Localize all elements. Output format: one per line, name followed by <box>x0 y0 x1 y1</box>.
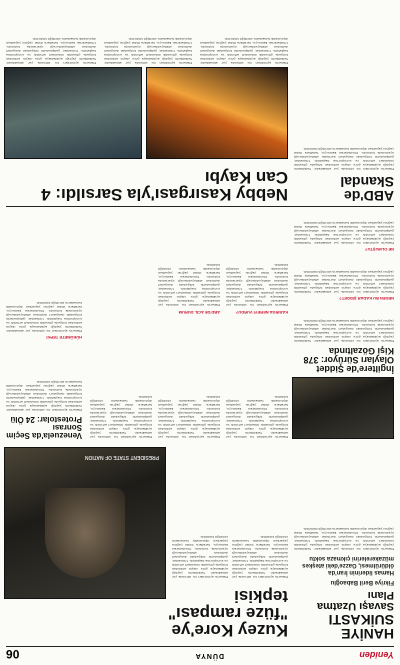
korea-photo <box>4 447 166 599</box>
bottom-column-1: Haberin ayrıntıları bu sütunda yer almaktadır. Yetkililerin yaptığı açıklamaya göre olayın ardından bölgede güvenlik önlemleri artırıldı ve soruşturma başlatıldı. Uzmanlar, gelişmelerin bölgedeki dengeleri derinden etkileyebileceği uyarısında bulundu. Uluslararası kamuoyu, taraflara itidal çağrısı yaparken diplomatik temasların sürdüğü bildirildi. <box>200 37 288 65</box>
lead-subheadline: Savaşı Uzatma Planı <box>316 589 394 612</box>
masthead <box>6 646 394 661</box>
usa-body: Haberin ayrıntıları bu sütunda yer almaktadır. Yetkililerin yaptığı açıklamaya göre olayın ardından bölgede güvenlik önlemleri artırıldı ve soruşturma başlatıldı. Uzmanlar, gelişmelerin bölgedeki dengeleri derinden etkileyebileceği uyarısında bulundu. Uluslararası kamuoyu, taraflara itidal çağrısı yaparken diplomatik temasların sürdüğü bildirildi. <box>294 147 394 171</box>
mid-column-1b: Haberin ayrıntıları bu sütunda yer almaktadır. Yetkililerin yaptığı açıklamaya göre olayın ardından bölgede güvenlik önlemleri artırıldı ve soruşturma başlatıldı. Uzmanlar, gelişmelerin bölgedeki dengeleri derinden etkileyebileceği uyarısında bulundu. Uluslararası kamuoyu, taraflara itidal çağrısı yaparken diplomatik temasların sürdüğü bildirildi. <box>226 263 288 307</box>
divider <box>6 206 394 207</box>
bottom-photo-fire <box>146 67 288 159</box>
england-body-2: Haberin ayrıntıları bu sütunda yer almaktadır. Yetkililerin yaptığı açıklamaya göre olayın ardından bölgede güvenlik önlemleri artırıldı ve soruşturma başlatıldı. Uzmanlar, gelişmelerin bölgedeki dengeleri derinden etkileyebileceği uyarısında bulundu. Uluslararası kamuoyu, taraflara itidal çağrısı yaparken diplomatik temasların sürdüğü bildirildi. <box>294 270 394 294</box>
england-photo <box>292 377 394 439</box>
lead-story <box>294 443 394 643</box>
korea-story <box>6 443 288 643</box>
bottom-photo-right <box>4 67 142 159</box>
korea-photo-caption: PRESIDENT STATE OF NATION <box>84 453 159 460</box>
korea-headline: Kuzey Kore'ye "füze rampası" tepkisi <box>167 587 288 640</box>
korea-body: Haberin ayrıntıları bu sütunda yer almaktadır. Yetkililerin yaptığı açıklamaya göre olayın ardından bölgede güvenlik önlemleri artırıldı ve soruşturma başlatıldı. Uzmanlar, gelişmelerin bölgedeki dengeleri derinden etkileyebileceği uyarısında bulundu. Uluslararası kamuoyu, taraflara itidal çağrısı yaparken diplomatik temasların sürdüğü bildirildi. <box>232 535 288 579</box>
nebby-subhead-1: KASIRGA NEREYİ VURDU? <box>235 310 288 315</box>
lead-headline: HANİYE SUİKASTI <box>328 612 394 642</box>
venezuela-headline: Venezuela'da Seçim Sonrası Protestolar: 24 Ölü <box>6 415 82 440</box>
lead-deck: Hamas liderinin İran'da öldürülmesi, Gazze'deki ateşkes müzakerelerini çıkmaza soktu <box>302 555 394 576</box>
bottom-column-3: Haberin ayrıntıları bu sütunda yer almaktadır. Yetkililerin yaptığı açıklamaya göre olayın ardından bölgede güvenlik önlemleri artırıldı ve soruşturma başlatıldı. Uzmanlar, gelişmelerin bölgedeki dengeleri derinden etkileyebileceği uyarısında bulundu. Uluslararası kamuoyu, taraflara itidal çağrısı yaparken diplomatik temasların sürdüğü bildirildi. <box>6 37 96 65</box>
england-body: Haberin ayrıntıları bu sütunda yer almaktadır. Yetkililerin yaptığı açıklamaya göre olayın ardından bölgede güvenlik önlemleri artırıldı ve soruşturma başlatıldı. Uzmanlar, gelişmelerin bölgedeki dengeleri derinden etkileyebileceği uyarısında bulundu. Uluslararası kamuoyu, taraflara itidal çağrısı yaparken diplomatik temasların sürdüğü bildirildi. <box>294 319 394 343</box>
venezuela-body: Haberin ayrıntıları bu sütunda yer almaktadır. Yetkililerin yaptığı açıklamaya göre olayın ardından bölgede güvenlik önlemleri artırıldı ve soruşturma başlatıldı. Uzmanlar, gelişmelerin bölgedeki dengeleri derinden etkileyebileceği uyarısında bulundu. Uluslararası kamuoyu, taraflara itidal çağrısı yaparken diplomatik temasların sürdüğü bildirildi. <box>6 380 82 412</box>
korea-body-2: Haberin ayrıntıları bu sütunda yer almaktadır. Yetkililerin yaptığı açıklamaya göre olayın ardından bölgede güvenlik önlemleri artırıldı ve soruşturma başlatıldı. Uzmanlar, gelişmelerin bölgedeki dengeleri derinden etkileyebileceği uyarısında bulundu. Uluslararası kamuoyu, taraflara itidal çağrısı yaparken diplomatik temasların sürdüğü bildirildi. <box>172 535 228 579</box>
middle-section <box>88 209 288 439</box>
section-title: DÜNYA <box>194 652 224 659</box>
england-subhead-2: NE OLMUŞTU? <box>365 247 394 252</box>
england-story <box>294 209 394 439</box>
bottom-text <box>6 5 288 65</box>
nebby-subhead-2: ABD'DE ACİL DURUM <box>178 310 220 315</box>
venezuela-body-2: Haberin ayrıntıları bu sütunda yer almaktadır. Yetkililerin yaptığı açıklamaya göre olayın ardından bölgede güvenlik önlemleri artırıldı ve soruşturma başlatıldı. Uzmanlar, gelişmelerin bölgedeki dengeleri derinden etkileyebileceği uyarısında bulundu. Uluslararası kamuoyu, taraflara itidal çağrısı yaparken diplomatik temasların sürdüğü bildirildi. <box>6 301 82 333</box>
lead-kicker: Fikriye Beril Babaoğlu <box>330 579 394 585</box>
mid-column-1: Haberin ayrıntıları bu sütunda yer almaktadır. Yetkililerin yaptığı açıklamaya göre olayın ardından bölgede güvenlik önlemleri artırıldı ve soruşturma başlatıldı. Uzmanlar, gelişmelerin bölgedeki dengeleri derinden etkileyebileceği uyarısında bulundu. Uluslararası kamuoyu, taraflara itidal çağrısı yaparken diplomatik temasların sürdüğü bildirildi. <box>226 395 288 439</box>
england-body-3: Haberin ayrıntıları bu sütunda yer almaktadır. Yetkililerin yaptığı açıklamaya göre olayın ardından bölgede güvenlik önlemleri artırıldı ve soruşturma başlatıldı. Uzmanlar, gelişmelerin bölgedeki dengeleri derinden etkileyebileceği uyarısında bulundu. Uluslararası kamuoyu, taraflara itidal çağrısı yaparken diplomatik temasların sürdüğü bildirildi. <box>294 221 394 245</box>
page-number: 06 <box>6 647 20 661</box>
newspaper-logo: Yeniden <box>359 650 394 660</box>
lead-body: Haberin ayrıntıları bu sütunda yer almaktadır. Yetkililerin yaptığı açıklamaya göre olayın ardından bölgede güvenlik önlemleri artırıldı ve soruşturma başlatıldı. Uzmanlar, gelişmelerin bölgedeki dengeleri derinden etkileyebileceği uyarısında bulundu. Uluslararası kamuoyu, taraflara itidal çağrısı yaparken diplomatik temasların sürdüğü bildirildi. <box>294 527 394 552</box>
venezuela-story <box>6 209 82 439</box>
mid-column-2b: Haberin ayrıntıları bu sütunda yer almaktadır. Yetkililerin yaptığı açıklamaya göre olayın ardından bölgede güvenlik önlemleri artırıldı ve soruşturma başlatıldı. Uzmanlar, gelişmelerin bölgedeki dengeleri derinden etkileyebileceği uyarısında bulundu. Uluslararası kamuoyu, taraflara itidal çağrısı yaparken diplomatik temasların sürdüğü bildirildi. <box>158 263 220 307</box>
mid-column-3: Haberin ayrıntıları bu sütunda yer almaktadır. Yetkililerin yaptığı açıklamaya göre olayın ardından bölgede güvenlik önlemleri artırıldı ve soruşturma başlatıldı. Uzmanlar, gelişmelerin bölgedeki dengeleri derinden etkileyebileceği uyarısında bulundu. Uluslararası kamuoyu, taraflara itidal çağrısı yaparken diplomatik temasların sürdüğü bildirildi. <box>90 395 152 439</box>
usa-story <box>294 5 394 203</box>
usa-headline: ABD'de Skandal <box>340 174 394 204</box>
venezuela-subhead: HÜKÜMETE TEPKİ <box>46 335 82 340</box>
england-headline: İngiltere'de Şiddet Olayları Sürüyor: 378 Kişi Gözaltında <box>303 346 394 374</box>
nebby-headline: Nebby Kasırgası'yla Sarsıldı: 4 Can Kaybı <box>41 168 288 204</box>
bottom-column-2: Haberin ayrıntıları bu sütunda yer almaktadır. Yetkililerin yaptığı açıklamaya göre olayın ardından bölgede güvenlik önlemleri artırıldı ve soruşturma başlatıldı. Uzmanlar, gelişmelerin bölgedeki dengeleri derinden etkileyebileceği uyarısında bulundu. Uluslararası kamuoyu, taraflara itidal çağrısı yaparken diplomatik temasların sürdüğü bildirildi. <box>104 37 192 65</box>
mid-column-2: Haberin ayrıntıları bu sütunda yer almaktadır. Yetkililerin yaptığı açıklamaya göre olayın ardından bölgede güvenlik önlemleri artırıldı ve soruşturma başlatıldı. Uzmanlar, gelişmelerin bölgedeki dengeleri derinden etkileyebileceği uyarısında bulundu. Uluslararası kamuoyu, taraflara itidal çağrısı yaparken diplomatik temasların sürdüğü bildirildi. <box>158 395 220 439</box>
england-subhead-1: NEDEN BU KADAR ŞİDDET? <box>339 296 394 301</box>
